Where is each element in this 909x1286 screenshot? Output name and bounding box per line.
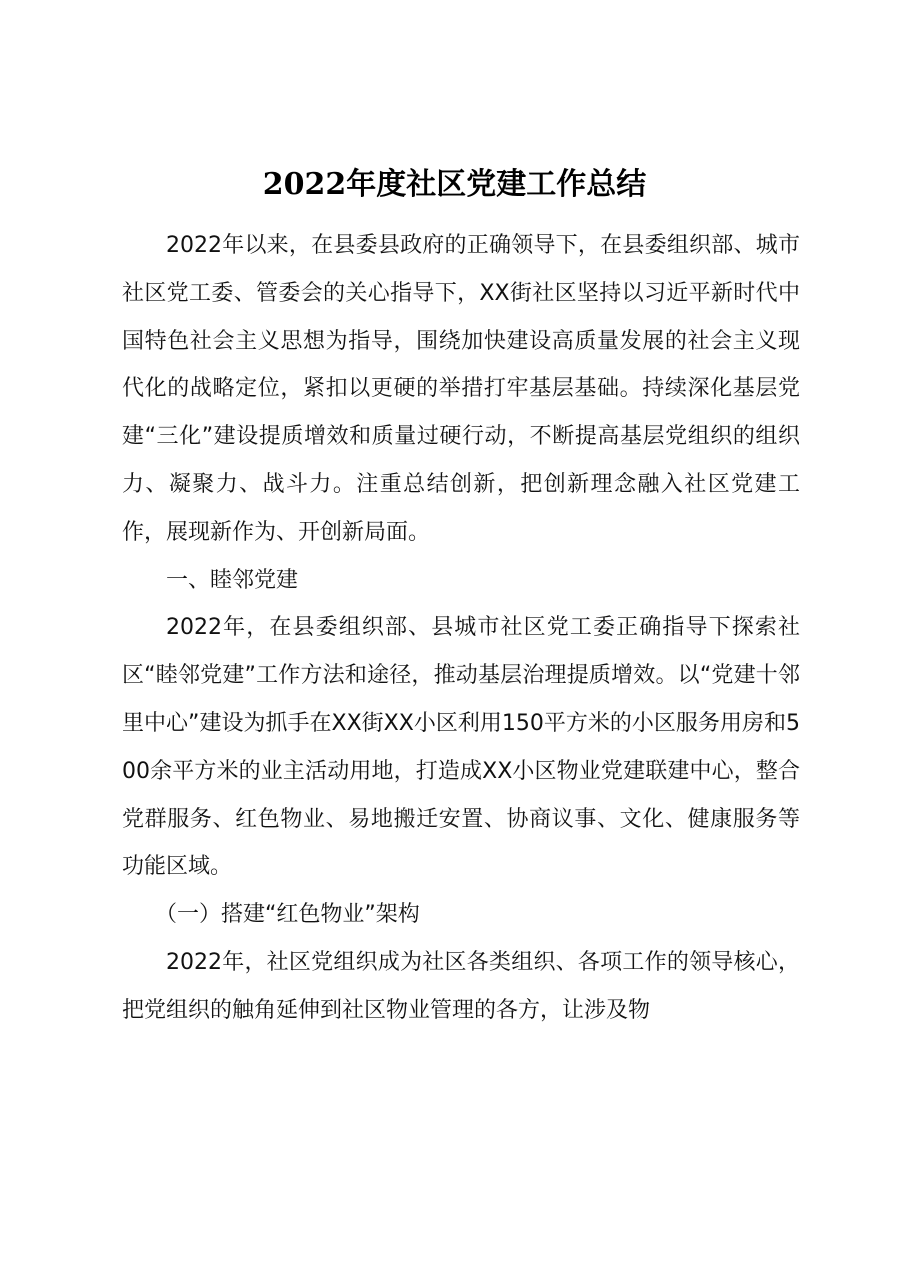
subsection-1-paragraph: 2022年，社区党组织成为社区各类组织、各项工作的领导核心，把党组织的触角延伸到社区物业管理的各方，让涉及物 [122,949,800,1023]
section-1-paragraph: 2022年，在县委组织部、县城市社区党工委正确指导下探索社区“睦邻党建”工作方法和途径，推动基层治理提质增效。以“党建十邻里中心”建设为抓手在XX街XX小区利用150平方米的小区服务用房和500余平方米的业主活动用地，打造成XX小区物业党建联建中心，整合党群服务、红色物业、易地搬迁安置、协商议事、文化、健康服务等功能区域。 [122,615,800,880]
section-heading-1: 一、睦邻党建 [166,567,299,593]
document-title: 2022年度社区党建工作总结 [262,167,647,202]
document-body [122,222,800,1035]
subsection-heading-1: （一）搭建“红色物业”架构 [155,902,420,928]
intro-paragraph: 2022年以来，在县委县政府的正确领导下，在县委组织部、城市社区党工委、管委会的关心指导下，XX街社区坚持以习近平新时代中国特色社会主义思想为指导，围绕加快建设高质量发展的社会主义现代化的战略定位，紧扣以更硬的举措打牢基层基础。持续深化基层党建“三化”建设提质增效和质量过硬行动，不断提高基层党组织的组织力、凝聚力、战斗力。注重总结创新，把创新理念融入社区党建工作，展现新作为、开创新局面。 [122,233,800,545]
